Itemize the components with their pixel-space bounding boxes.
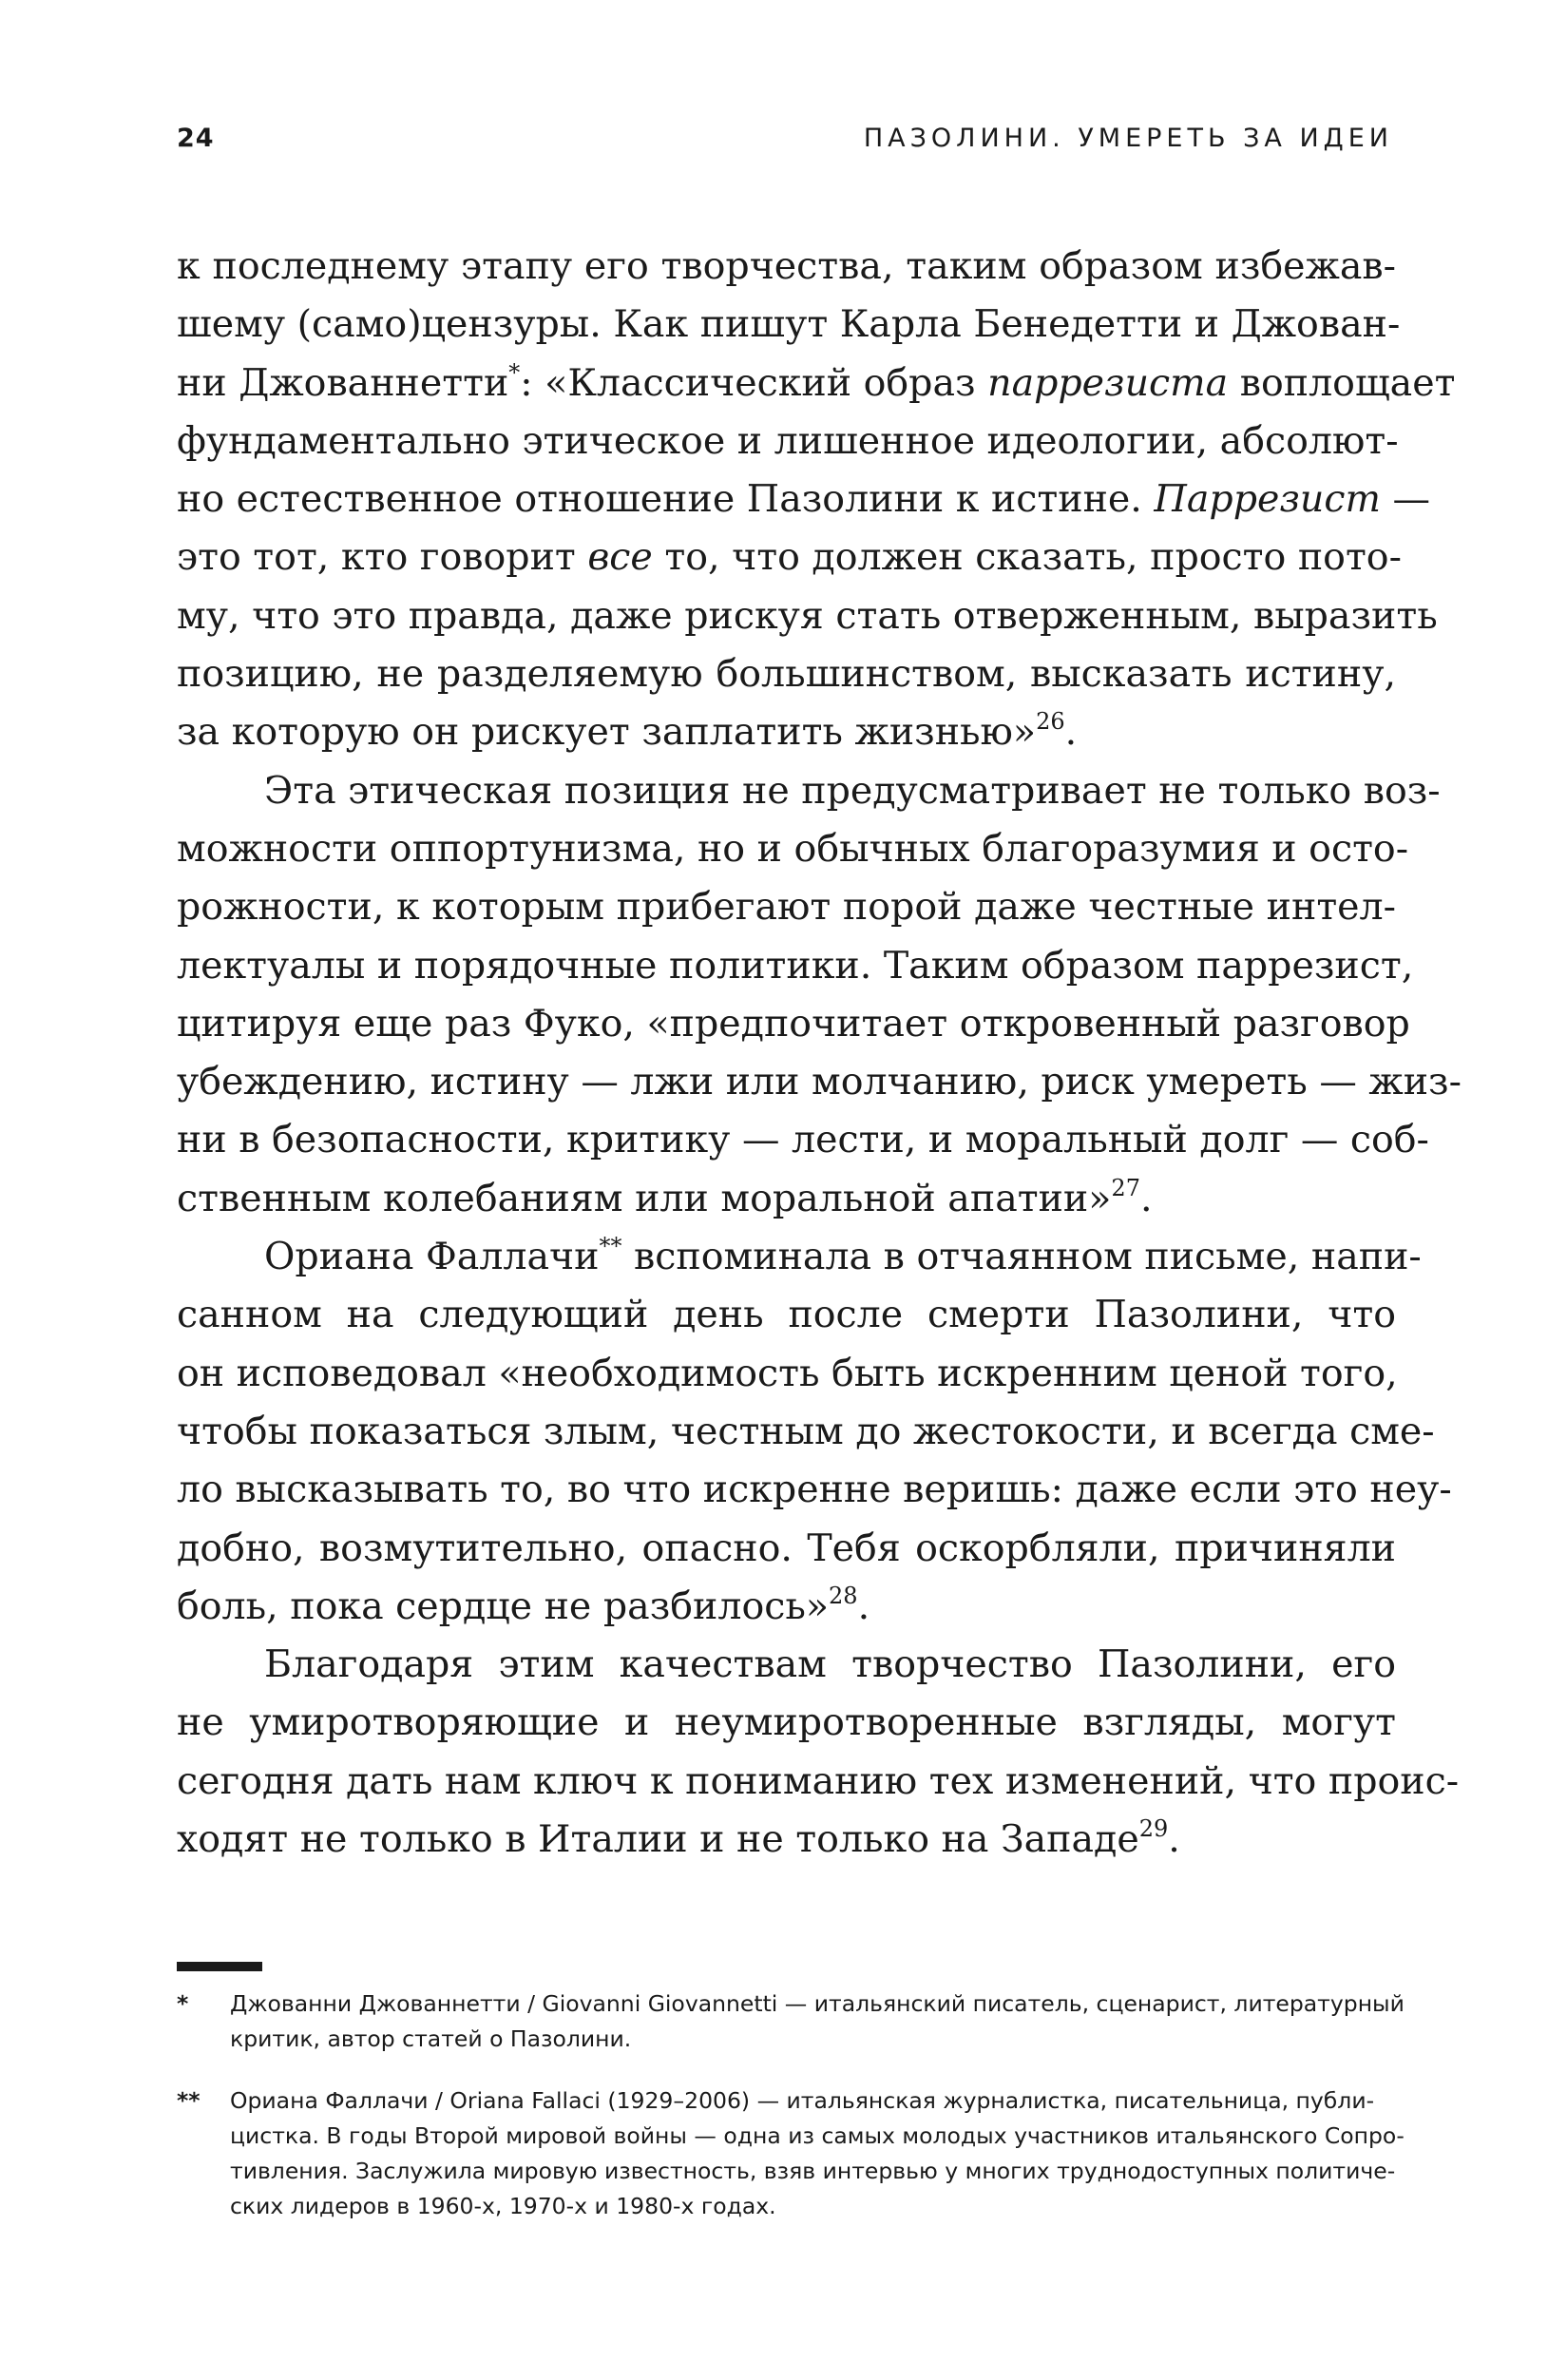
text-fragment: ственным колебаниям или моральной апатии» <box>177 1176 1112 1220</box>
text-fragment: . <box>857 1583 870 1628</box>
text-line: чтобы показаться злым, честным до жестокости, и всегда сме- <box>177 1409 1435 1453</box>
text-line: к последнему этапу его творчества, таким образом избежав- <box>177 244 1396 288</box>
text-fragment: но естественное отношение Пазолини к истине. <box>177 477 1155 522</box>
text-line: рожности, к которым прибегают порой даже честные интел- <box>177 885 1396 930</box>
footnotes <box>177 1987 1405 2251</box>
italic-term: все <box>587 535 653 580</box>
footnote-1 <box>177 1987 1405 2057</box>
text-line: лектуалы и порядочные политики. Таким образом паррезист, <box>177 943 1414 988</box>
text-fragment: то, что должен сказать, просто пото- <box>652 535 1402 580</box>
footnote-line: ских лидеров в 1960-х, 1970-х и 1980-х годах. <box>230 2193 776 2219</box>
text-line: добно, возмутительно, опасно. Тебя оскорбляли, причиняли <box>177 1526 1396 1570</box>
text-line: ло высказывать то, во что искренне веришь: даже если это неу- <box>177 1468 1452 1512</box>
endnote-ref: 27 <box>1111 1174 1140 1201</box>
text-line <box>177 528 1402 586</box>
paragraph-4 <box>177 1636 1460 1869</box>
text-fragment: за которую он рискует заплатить жизнью» <box>177 710 1037 755</box>
footnote-line: Ориана Фаллачи / Oriana Fallaci (1929–2006) — итальянская журналистка, писательница, публи- <box>230 2087 1375 2114</box>
text-line <box>177 355 1456 413</box>
text-fragment: . <box>1064 710 1078 755</box>
paragraph-3 <box>177 1228 1452 1636</box>
paragraph-2 <box>177 762 1462 1228</box>
endnote-ref: 29 <box>1138 1815 1169 1843</box>
footnote-ref: * <box>508 358 521 386</box>
text-fragment: ни Джованнетти <box>177 360 509 405</box>
text-fragment: вспоминала в отчаянном письме, напи- <box>621 1235 1422 1279</box>
footnote-line: Джованни Джованнетти / Giovanni Giovannetti — итальянский писатель, сценарист, литературный <box>230 1990 1405 2017</box>
paragraph-1 <box>177 238 1456 762</box>
text-line <box>177 1228 1422 1286</box>
text-line <box>177 470 1430 528</box>
text-line: ни в безопасности, критику — лести, и моральный долг — соб- <box>177 1118 1429 1162</box>
text-fragment: боль, пока сердце не разбилось» <box>177 1583 830 1628</box>
page-number: 24 <box>177 124 215 153</box>
footnote-line: критик, автор статей о Пазолини. <box>230 2025 632 2052</box>
italic-term: Паррезист <box>1154 477 1381 522</box>
endnote-ref: 26 <box>1036 708 1065 736</box>
footnote-separator <box>177 1962 262 1971</box>
text-line: не умиротворяющие и неумиротворенные взгляды, могут <box>177 1700 1396 1745</box>
text-line: шему (само)цензуры. Как пишут Карла Бенедетти и Джован- <box>177 302 1401 347</box>
text-fragment: Ориана Фаллачи <box>264 1235 600 1279</box>
text-line: позицию, не разделяемую большинством, высказать истину, <box>177 652 1396 697</box>
footnote-ref: ** <box>599 1233 622 1260</box>
footnote-line: цистка. В годы Второй мировой войны — одна из самых молодых участников итальянского Сопро- <box>230 2122 1405 2149</box>
text-line: санном на следующий день после смерти Пазолини, что <box>177 1293 1396 1337</box>
text-line: Эта этическая позиция не предусматривает не только воз- <box>264 768 1441 813</box>
text-line <box>177 1811 1396 1869</box>
text-line <box>177 1578 1396 1636</box>
text-fragment: . <box>1139 1176 1153 1220</box>
running-title: ПАЗОЛИНИ. УМЕРЕТЬ ЗА ИДЕИ <box>863 124 1393 153</box>
text-line <box>177 703 1396 761</box>
text-line: убеждению, истину — лжи или молчанию, риск умереть — жиз- <box>177 1060 1462 1104</box>
text-line: Благодаря этим качествам творчество Пазолини, его <box>264 1642 1396 1687</box>
text-line: он исповедовал «необходимость быть искренним ценой того, <box>177 1351 1398 1395</box>
text-fragment: ходят не только в Италии и не только на Западе <box>177 1817 1139 1862</box>
text-fragment: воплощает <box>1228 360 1456 405</box>
text-line: фундаментально этическое и лишенное идеологии, абсолют- <box>177 418 1399 463</box>
endnote-ref: 28 <box>829 1582 858 1609</box>
text-line: цитируя еще раз Фуко, «предпочитает откровенный разговор <box>177 1001 1410 1046</box>
text-fragment: — <box>1380 477 1430 522</box>
text-line <box>177 1170 1396 1228</box>
footnote-marker: * <box>177 1990 189 2017</box>
footnote-marker: ** <box>177 2087 201 2114</box>
text-line: можности оппортунизма, но и обычных благоразумия и осто- <box>177 826 1409 871</box>
footnote-2 <box>177 2083 1405 2224</box>
text-fragment: это тот, кто говорит <box>177 535 588 580</box>
main-text <box>177 238 1462 1869</box>
text-line: сегодня дать нам ключ к пониманию тех изменений, что проис- <box>177 1758 1460 1803</box>
text-fragment: . <box>1168 1817 1180 1862</box>
italic-term: паррезиста <box>987 360 1229 405</box>
text-fragment: : «Классический образ <box>520 360 988 405</box>
text-line: му, что это правда, даже рискуя стать отверженным, выразить <box>177 593 1438 638</box>
footnote-line: тивления. Заслужила мировую известность, взяв интервью у многих труднодоступных политиче- <box>230 2158 1396 2184</box>
